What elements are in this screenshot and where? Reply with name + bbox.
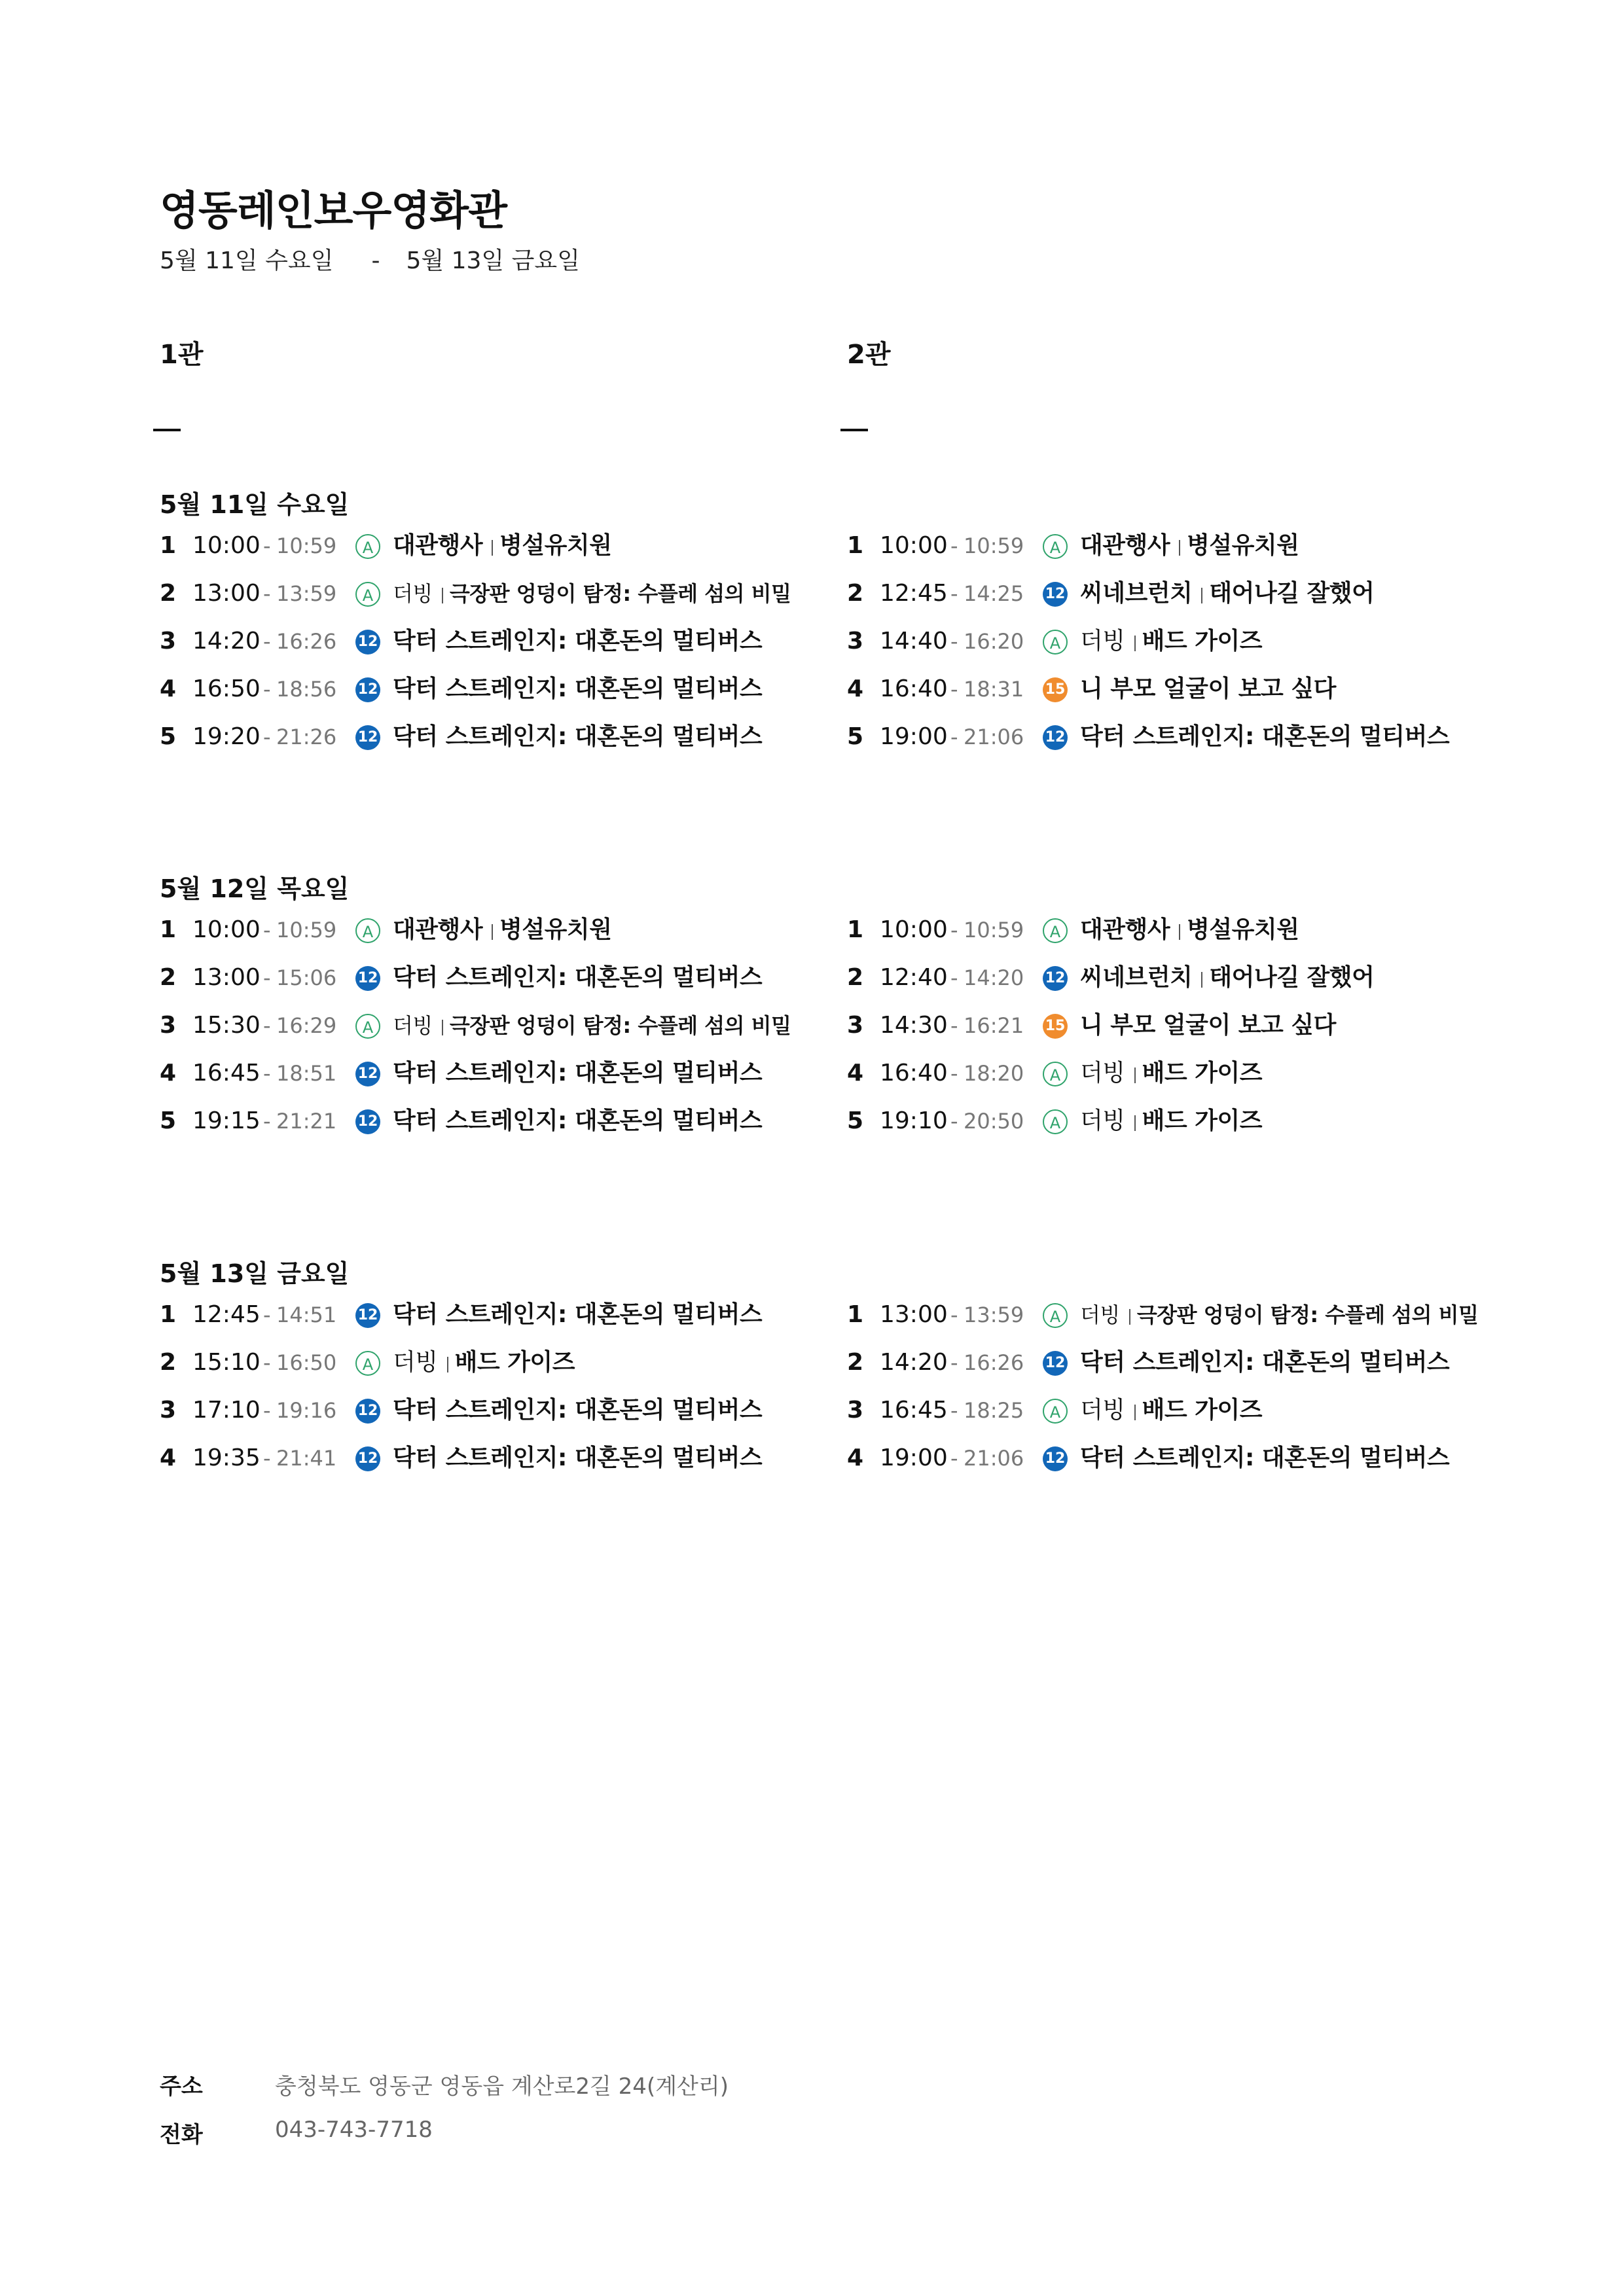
movie-name: 닥터 스트레인지: 대혼돈의 멀티버스 bbox=[393, 1444, 763, 1471]
screening-number: 4 bbox=[160, 675, 177, 702]
movie-subtitle: 병설유치원 bbox=[499, 532, 612, 559]
movie-title bbox=[1080, 574, 1374, 613]
end-time: 14:51 bbox=[276, 1302, 337, 1327]
movie-title bbox=[393, 717, 762, 757]
showtime-row bbox=[160, 1391, 814, 1439]
end-time: 16:21 bbox=[964, 1013, 1024, 1038]
age-rating-badge: 12 bbox=[1043, 1351, 1068, 1376]
movie-name: 닥터 스트레인지: 대혼돈의 멀티버스 bbox=[1080, 1349, 1450, 1376]
age-rating-badge: A bbox=[1043, 1303, 1068, 1328]
hall-2-divider bbox=[840, 429, 868, 431]
end-time: 18:25 bbox=[964, 1398, 1024, 1423]
time-separator: - bbox=[263, 1446, 271, 1471]
time-separator: - bbox=[263, 725, 271, 749]
start-time: 16:50 bbox=[192, 675, 261, 702]
divider-bar bbox=[1201, 588, 1202, 603]
movie-title bbox=[1080, 910, 1299, 950]
showtime-row bbox=[847, 574, 1502, 622]
screening-number: 2 bbox=[847, 1349, 864, 1376]
time-separator: - bbox=[950, 581, 958, 606]
movie-name: 닥터 스트레인지: 대혼돈의 멀티버스 bbox=[393, 1301, 763, 1328]
showtime-row bbox=[847, 1391, 1502, 1439]
time-separator: - bbox=[263, 965, 271, 990]
showtime-row bbox=[847, 910, 1502, 958]
time-separator: - bbox=[950, 1350, 958, 1375]
start-time: 19:00 bbox=[880, 723, 948, 750]
age-rating-badge: 12 bbox=[1043, 582, 1068, 607]
showtime-row bbox=[847, 1343, 1502, 1391]
movie-subtitle: 병설유치원 bbox=[499, 916, 612, 943]
movie-title bbox=[1080, 1102, 1262, 1141]
end-time: 16:26 bbox=[276, 629, 337, 654]
time-separator: - bbox=[950, 629, 958, 654]
movie-subtitle: 배드 가이즈 bbox=[1142, 1060, 1262, 1086]
movie-title bbox=[393, 910, 612, 950]
showtime-row bbox=[160, 1295, 814, 1343]
age-rating-badge: 12 bbox=[1043, 966, 1068, 991]
movie-title bbox=[393, 670, 762, 709]
screening-number: 4 bbox=[847, 1060, 864, 1086]
screening-number: 2 bbox=[160, 1349, 177, 1376]
start-time: 13:00 bbox=[192, 580, 261, 607]
time-separator: - bbox=[263, 1302, 271, 1327]
period-start: 5월 11일 수요일 bbox=[160, 247, 334, 274]
end-time: 10:59 bbox=[964, 918, 1024, 942]
start-time: 10:00 bbox=[880, 532, 948, 559]
showtime-row bbox=[160, 622, 814, 670]
showtime-row bbox=[160, 670, 814, 717]
movie-title bbox=[1080, 1439, 1449, 1478]
divider-bar bbox=[1134, 1067, 1136, 1083]
start-time: 16:40 bbox=[880, 1060, 948, 1086]
hall2-schedule bbox=[847, 526, 1502, 765]
screening-number: 5 bbox=[847, 723, 864, 750]
screening-number: 5 bbox=[160, 1107, 177, 1134]
time-separator: - bbox=[263, 918, 271, 942]
age-rating-badge: 12 bbox=[355, 1399, 380, 1424]
divider-bar bbox=[442, 1020, 443, 1035]
age-rating-badge: 12 bbox=[1043, 725, 1068, 750]
movie-name: 대관행사 bbox=[1080, 916, 1170, 943]
end-time: 21:41 bbox=[276, 1446, 337, 1471]
showtime-row bbox=[160, 717, 814, 765]
divider-bar bbox=[1134, 1405, 1136, 1420]
movie-title bbox=[393, 1391, 762, 1430]
movie-title bbox=[393, 622, 762, 661]
time-separator: - bbox=[263, 1013, 271, 1038]
time-separator: - bbox=[950, 1109, 958, 1134]
screening-number: 5 bbox=[160, 723, 177, 750]
age-rating-badge: 12 bbox=[355, 677, 380, 702]
end-time: 18:20 bbox=[964, 1061, 1024, 1086]
screening-number: 3 bbox=[847, 1012, 864, 1039]
start-time: 14:40 bbox=[880, 628, 948, 655]
end-time: 18:31 bbox=[964, 677, 1024, 702]
age-rating-badge: A bbox=[1043, 1399, 1068, 1424]
start-time: 12:45 bbox=[880, 580, 948, 607]
start-time: 16:45 bbox=[192, 1060, 261, 1086]
showtime-row bbox=[847, 1006, 1502, 1054]
page-title: 영동레인보우영화관 bbox=[160, 187, 507, 234]
hall-2-heading: 2관 bbox=[847, 340, 891, 370]
end-time: 20:50 bbox=[964, 1109, 1024, 1134]
movie-name: 닥터 스트레인지: 대혼돈의 멀티버스 bbox=[393, 964, 763, 991]
screening-number: 4 bbox=[847, 675, 864, 702]
end-time: 21:06 bbox=[964, 1446, 1024, 1471]
time-separator: - bbox=[263, 1061, 271, 1086]
age-rating-badge: A bbox=[355, 1014, 380, 1039]
age-rating-badge: 12 bbox=[355, 1446, 380, 1471]
hall1-schedule bbox=[160, 1295, 814, 1486]
time-separator: - bbox=[950, 1061, 958, 1086]
start-time: 19:10 bbox=[880, 1107, 948, 1134]
showtime-row bbox=[847, 622, 1502, 670]
start-time: 14:20 bbox=[880, 1349, 948, 1376]
address-label: 주소 bbox=[160, 2073, 203, 2100]
movie-name: 대관행사 bbox=[1080, 532, 1170, 559]
movie-title bbox=[1080, 1343, 1449, 1382]
period-end: 5월 13일 금요일 bbox=[406, 247, 580, 274]
time-separator: - bbox=[950, 1013, 958, 1038]
movie-name: 닥터 스트레인지: 대혼돈의 멀티버스 bbox=[1080, 723, 1450, 750]
age-rating-badge: A bbox=[1043, 918, 1068, 943]
screening-number: 1 bbox=[847, 916, 864, 943]
start-time: 16:45 bbox=[880, 1397, 948, 1424]
age-rating-badge: A bbox=[355, 582, 380, 607]
start-time: 19:20 bbox=[192, 723, 261, 750]
movie-title bbox=[393, 1343, 575, 1382]
movie-subtitle: 태어나길 잘했어 bbox=[1209, 580, 1375, 607]
movie-title bbox=[393, 1295, 762, 1335]
movie-subtitle: 태어나길 잘했어 bbox=[1209, 964, 1375, 991]
movie-subtitle: 극장판 엉덩이 탐정: 수플레 섬의 비밀 bbox=[449, 581, 791, 606]
start-time: 13:00 bbox=[880, 1301, 948, 1328]
day-heading: 5월 11일 수요일 bbox=[160, 490, 350, 519]
end-time: 13:59 bbox=[964, 1302, 1024, 1327]
start-time: 19:35 bbox=[192, 1444, 261, 1471]
age-rating-badge: A bbox=[1043, 534, 1068, 559]
time-separator: - bbox=[950, 677, 958, 702]
screening-number: 2 bbox=[847, 964, 864, 991]
movie-name: 대관행사 bbox=[393, 532, 483, 559]
start-time: 14:30 bbox=[880, 1012, 948, 1039]
age-rating-badge: 12 bbox=[355, 966, 380, 991]
age-rating-badge: 12 bbox=[355, 1062, 380, 1086]
movie-title bbox=[1080, 1295, 1479, 1335]
date-period bbox=[160, 242, 580, 276]
divider-bar bbox=[1134, 636, 1136, 651]
time-separator: - bbox=[950, 1302, 958, 1327]
end-time: 14:25 bbox=[964, 581, 1024, 606]
showtime-row bbox=[847, 958, 1502, 1006]
age-rating-badge: A bbox=[355, 918, 380, 943]
movie-title bbox=[1080, 1054, 1262, 1093]
movie-name: 닥터 스트레인지: 대혼돈의 멀티버스 bbox=[393, 1397, 763, 1424]
format-label: 더빙 bbox=[1080, 1060, 1125, 1086]
showtime-row bbox=[847, 526, 1502, 574]
hall-1-heading: 1관 bbox=[160, 340, 204, 370]
age-rating-badge: 12 bbox=[1043, 1446, 1068, 1471]
start-time: 14:20 bbox=[192, 628, 261, 655]
movie-subtitle: 병설유치원 bbox=[1187, 916, 1299, 943]
end-time: 16:26 bbox=[964, 1350, 1024, 1375]
time-separator: - bbox=[263, 533, 271, 558]
movie-name: 씨네브런치 bbox=[1080, 964, 1193, 991]
movie-subtitle: 배드 가이즈 bbox=[454, 1349, 575, 1376]
format-label: 더빙 bbox=[1080, 628, 1125, 655]
screening-number: 4 bbox=[160, 1060, 177, 1086]
divider-bar bbox=[1179, 540, 1180, 556]
divider-bar bbox=[1179, 924, 1180, 940]
age-rating-badge: A bbox=[355, 534, 380, 559]
time-separator: - bbox=[263, 1109, 271, 1134]
screening-number: 2 bbox=[160, 580, 177, 607]
hall-1-divider bbox=[153, 429, 181, 431]
format-label: 더빙 bbox=[393, 1013, 433, 1038]
format-label: 더빙 bbox=[1080, 1302, 1120, 1327]
movie-subtitle: 병설유치원 bbox=[1187, 532, 1299, 559]
showtime-row bbox=[847, 1054, 1502, 1102]
movie-title bbox=[393, 1439, 762, 1478]
showtime-row bbox=[847, 670, 1502, 717]
divider-bar bbox=[442, 588, 443, 603]
day-heading: 5월 12일 목요일 bbox=[160, 874, 350, 903]
showtime-row bbox=[847, 1439, 1502, 1486]
start-time: 10:00 bbox=[192, 532, 261, 559]
end-time: 16:29 bbox=[276, 1013, 337, 1038]
screening-number: 1 bbox=[160, 916, 177, 943]
movie-subtitle: 배드 가이즈 bbox=[1142, 1397, 1262, 1424]
age-rating-badge: 12 bbox=[355, 725, 380, 750]
time-separator: - bbox=[263, 677, 271, 702]
end-time: 15:06 bbox=[276, 965, 337, 990]
end-time: 21:21 bbox=[276, 1109, 337, 1134]
movie-name: 니 부모 얼굴이 보고 싶다 bbox=[1080, 675, 1336, 702]
movie-title bbox=[393, 1102, 762, 1141]
start-time: 12:40 bbox=[880, 964, 948, 991]
screening-number: 3 bbox=[160, 1397, 177, 1424]
time-separator: - bbox=[950, 1398, 958, 1423]
end-time: 18:51 bbox=[276, 1061, 337, 1086]
end-time: 19:16 bbox=[276, 1398, 337, 1423]
time-separator: - bbox=[950, 725, 958, 749]
showtime-row bbox=[160, 1343, 814, 1391]
format-label: 더빙 bbox=[1080, 1397, 1125, 1424]
start-time: 16:40 bbox=[880, 675, 948, 702]
showtime-row bbox=[847, 1102, 1502, 1149]
movie-title bbox=[393, 526, 612, 565]
start-time: 10:00 bbox=[192, 916, 261, 943]
divider-bar bbox=[492, 540, 493, 556]
divider-bar bbox=[447, 1357, 448, 1372]
screening-number: 1 bbox=[160, 1301, 177, 1328]
screening-number: 2 bbox=[847, 580, 864, 607]
movie-subtitle: 배드 가이즈 bbox=[1142, 1107, 1262, 1134]
movie-name: 닥터 스트레인지: 대혼돈의 멀티버스 bbox=[393, 723, 763, 750]
movie-title bbox=[1080, 622, 1262, 661]
start-time: 13:00 bbox=[192, 964, 261, 991]
time-separator: - bbox=[950, 918, 958, 942]
age-rating-badge: A bbox=[1043, 630, 1068, 655]
movie-name: 닥터 스트레인지: 대혼돈의 멀티버스 bbox=[393, 675, 763, 702]
showtime-row bbox=[160, 1006, 814, 1054]
showtime-row bbox=[160, 574, 814, 622]
movie-name: 닥터 스트레인지: 대혼돈의 멀티버스 bbox=[393, 1060, 763, 1086]
showtime-row bbox=[847, 717, 1502, 765]
start-time: 15:30 bbox=[192, 1012, 261, 1039]
time-separator: - bbox=[263, 581, 271, 606]
age-rating-badge: A bbox=[355, 1351, 380, 1376]
screening-number: 3 bbox=[160, 1012, 177, 1039]
showtime-row bbox=[160, 1102, 814, 1149]
showtime-row bbox=[160, 1054, 814, 1102]
end-time: 21:06 bbox=[964, 725, 1024, 749]
time-separator: - bbox=[950, 965, 958, 990]
age-rating-badge: 15 bbox=[1043, 1014, 1068, 1039]
screening-number: 4 bbox=[160, 1444, 177, 1471]
showtime-row bbox=[160, 1439, 814, 1486]
screening-number: 2 bbox=[160, 964, 177, 991]
hall2-schedule bbox=[847, 1295, 1502, 1486]
phone-value: 043-743-7718 bbox=[275, 2117, 433, 2143]
age-rating-badge: 12 bbox=[355, 630, 380, 655]
movie-subtitle: 극장판 엉덩이 탐정: 수플레 섬의 비밀 bbox=[449, 1013, 791, 1038]
start-time: 19:00 bbox=[880, 1444, 948, 1471]
format-label: 더빙 bbox=[1080, 1107, 1125, 1134]
age-rating-badge: A bbox=[1043, 1062, 1068, 1086]
hall1-schedule bbox=[160, 526, 814, 765]
movie-name: 닥터 스트레인지: 대혼돈의 멀티버스 bbox=[393, 628, 763, 655]
age-rating-badge: 12 bbox=[355, 1303, 380, 1328]
movie-subtitle: 배드 가이즈 bbox=[1142, 628, 1262, 655]
movie-title bbox=[393, 574, 791, 613]
divider-bar bbox=[1201, 972, 1202, 988]
end-time: 10:59 bbox=[276, 533, 337, 558]
showtime-row bbox=[847, 1295, 1502, 1343]
end-time: 14:20 bbox=[964, 965, 1024, 990]
screening-number: 1 bbox=[847, 532, 864, 559]
hall1-schedule bbox=[160, 910, 814, 1149]
end-time: 13:59 bbox=[276, 581, 337, 606]
movie-title bbox=[1080, 526, 1299, 565]
start-time: 15:10 bbox=[192, 1349, 261, 1376]
end-time: 21:26 bbox=[276, 725, 337, 749]
screening-number: 3 bbox=[847, 1397, 864, 1424]
age-rating-badge: 12 bbox=[355, 1109, 380, 1134]
start-time: 19:15 bbox=[192, 1107, 261, 1134]
showtime-row bbox=[160, 910, 814, 958]
movie-title bbox=[1080, 717, 1449, 757]
movie-title bbox=[1080, 670, 1336, 709]
period-separator: - bbox=[371, 247, 380, 274]
time-separator: - bbox=[950, 533, 958, 558]
movie-title bbox=[393, 1054, 762, 1093]
end-time: 10:59 bbox=[964, 533, 1024, 558]
screening-number: 1 bbox=[847, 1301, 864, 1328]
showtime-row bbox=[160, 958, 814, 1006]
movie-title bbox=[1080, 958, 1374, 997]
start-time: 17:10 bbox=[192, 1397, 261, 1424]
format-label: 더빙 bbox=[393, 1349, 438, 1376]
end-time: 16:50 bbox=[276, 1350, 337, 1375]
age-rating-badge: A bbox=[1043, 1109, 1068, 1134]
movie-name: 니 부모 얼굴이 보고 싶다 bbox=[1080, 1012, 1336, 1039]
movie-title bbox=[393, 1006, 791, 1045]
time-separator: - bbox=[950, 1446, 958, 1471]
movie-name: 닥터 스트레인지: 대혼돈의 멀티버스 bbox=[393, 1107, 763, 1134]
address-value: 충청북도 영동군 영동읍 계산로2길 24(계산리) bbox=[275, 2073, 729, 2100]
screening-number: 4 bbox=[847, 1444, 864, 1471]
divider-bar bbox=[492, 924, 493, 940]
movie-title bbox=[1080, 1391, 1262, 1430]
format-label: 더빙 bbox=[393, 581, 433, 606]
divider-bar bbox=[1129, 1309, 1130, 1325]
screening-number: 1 bbox=[160, 532, 177, 559]
hall2-schedule bbox=[847, 910, 1502, 1149]
movie-title bbox=[393, 958, 762, 997]
movie-name: 대관행사 bbox=[393, 916, 483, 943]
time-separator: - bbox=[263, 629, 271, 654]
divider-bar bbox=[1134, 1115, 1136, 1131]
screening-number: 3 bbox=[160, 628, 177, 655]
screening-number: 3 bbox=[847, 628, 864, 655]
day-heading: 5월 13일 금요일 bbox=[160, 1259, 350, 1288]
end-time: 10:59 bbox=[276, 918, 337, 942]
time-separator: - bbox=[263, 1398, 271, 1423]
end-time: 16:20 bbox=[964, 629, 1024, 654]
movie-subtitle: 극장판 엉덩이 탐정: 수플레 섬의 비밀 bbox=[1136, 1302, 1479, 1327]
time-separator: - bbox=[263, 1350, 271, 1375]
showtime-row bbox=[160, 526, 814, 574]
start-time: 10:00 bbox=[880, 916, 948, 943]
movie-title bbox=[1080, 1006, 1336, 1045]
screening-number: 5 bbox=[847, 1107, 864, 1134]
age-rating-badge: 15 bbox=[1043, 677, 1068, 702]
phone-label: 전화 bbox=[160, 2122, 203, 2148]
start-time: 12:45 bbox=[192, 1301, 261, 1328]
movie-name: 씨네브런치 bbox=[1080, 580, 1193, 607]
movie-name: 닥터 스트레인지: 대혼돈의 멀티버스 bbox=[1080, 1444, 1450, 1471]
end-time: 18:56 bbox=[276, 677, 337, 702]
